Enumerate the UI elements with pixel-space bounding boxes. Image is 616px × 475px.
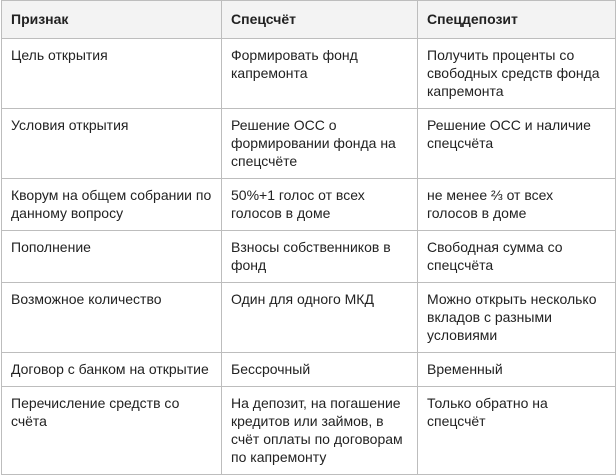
row-special-account-cell: Бессрочный: [222, 353, 418, 387]
table-row: [2, 387, 616, 475]
row-special-deposit-cell: Временный: [418, 353, 616, 387]
table-row: [2, 179, 616, 231]
row-feature-cell: Кворум на общем собрании по данному вопросу: [2, 179, 222, 231]
row-feature-cell: Цель открытия: [2, 39, 222, 109]
row-special-account-cell: Формировать фонд капремонта: [222, 39, 418, 109]
row-special-account-cell: Один для одного МКД: [222, 283, 418, 353]
header-special-account: Спецсчёт: [222, 1, 418, 39]
row-feature-cell: Возможное количество: [2, 283, 222, 353]
row-special-deposit-cell: Только обратно на спецсчёт: [418, 387, 616, 475]
row-feature-cell: Условия открытия: [2, 109, 222, 179]
row-special-account-cell: 50%+1 голос от всех голосов в доме: [222, 179, 418, 231]
row-feature-cell: Перечисление средств со счёта: [2, 387, 222, 475]
row-special-deposit-cell: Можно открыть несколько вкладов с разными условиями: [418, 283, 616, 353]
row-special-account-cell: На депозит, на погашение кредитов или займов, в счёт оплаты по договорам по капремонту: [222, 387, 418, 475]
table-row: [2, 109, 616, 179]
table-row: [2, 39, 616, 109]
row-special-deposit-cell: Решение ОСС и наличие спецсчёта: [418, 109, 616, 179]
row-special-deposit-cell: Свободная сумма со спецсчёта: [418, 231, 616, 283]
row-special-account-cell: Взносы собственников в фонд: [222, 231, 418, 283]
header-special-deposit: Спецдепозит: [418, 1, 616, 39]
row-feature-cell: Договор с банком на открытие: [2, 353, 222, 387]
row-special-deposit-cell: не менее ⅔ от всех голосов в доме: [418, 179, 616, 231]
row-special-account-cell: Решение ОСС о формировании фонда на спецсчёте: [222, 109, 418, 179]
row-special-deposit-cell: Получить проценты со свободных средств фонда капремонта: [418, 39, 616, 109]
row-feature-cell: Пополнение: [2, 231, 222, 283]
table-row: [2, 353, 616, 387]
header-feature: Признак: [2, 1, 222, 39]
table-row: [2, 231, 616, 283]
table-row: [2, 283, 616, 353]
table-header-row: [2, 1, 616, 39]
comparison-table: [1, 0, 616, 475]
